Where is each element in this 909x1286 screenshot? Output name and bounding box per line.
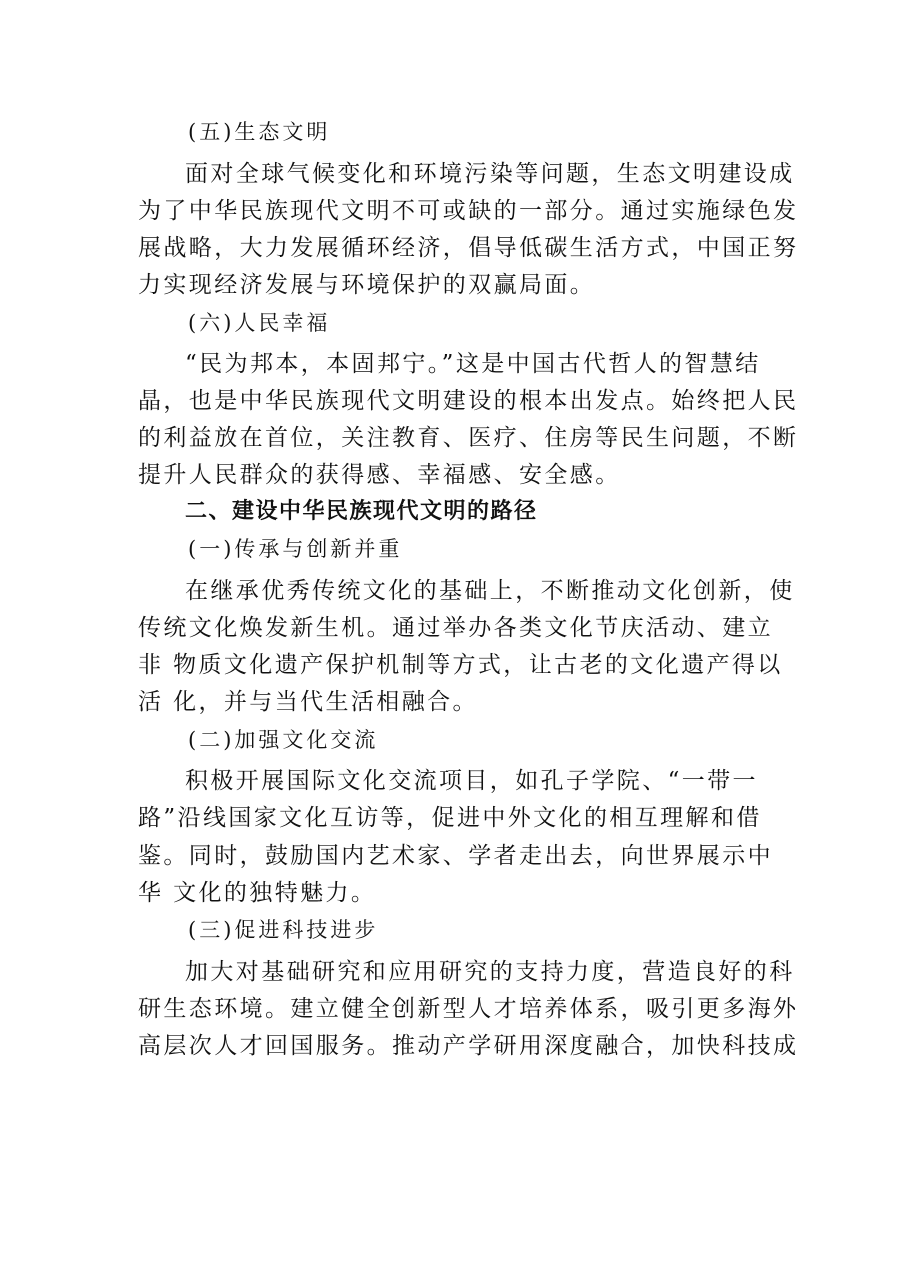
paragraph-line: 研生态环境。建立健全创新型人才培养体系，吸引更多海外 — [138, 996, 799, 1022]
subheading-people-happiness: (六)人民幸福 — [188, 311, 331, 335]
paragraph-line: 积极开展国际文化交流项目，如孔子学院、“一带一 — [185, 768, 758, 794]
subheading-tech-progress: (三)促进科技进步 — [188, 918, 379, 942]
paragraph-line: 展战略，大力发展循环经济，倡导低碳生活方式，中国正努 — [138, 235, 799, 261]
subheading-inherit-innovate: (一)传承与创新并重 — [188, 537, 403, 561]
subheading-cultural-exchange: (二)加强文化交流 — [188, 728, 379, 752]
paragraph-line: 鉴。同时，鼓励国内艺术家、学者走出去，向世界展示中 — [138, 843, 773, 869]
paragraph-line: 路”沿线国家文化互访等，促进中外文化的相互理解和借 — [138, 805, 762, 831]
chapter-heading: 二、建设中华民族现代文明的路径 — [185, 499, 538, 524]
paragraph-line: 在继承优秀传统文化的基础上，不断推动文化创新，使 — [185, 578, 795, 604]
paragraph-line: “民为邦本，本固邦宁。”这是中国古代哲人的智慧结 — [185, 351, 761, 377]
paragraph-line: 活 化，并与当代生活相融合。 — [138, 689, 478, 715]
paragraph-line: 提升人民群众的获得感、幸福感、安全感。 — [138, 462, 621, 488]
subheading-ecological-civilization: (五)生态文明 — [188, 120, 331, 144]
paragraph-line: 加大对基础研究和应用研究的支持力度，营造良好的科 — [185, 959, 795, 985]
paragraph-line: 非 物质文化遗产保护机制等方式，让古老的文化遗产得以 — [138, 652, 783, 678]
paragraph-line: 面对全球气候变化和环境污染等问题，生态文明建设成 — [185, 161, 795, 187]
paragraph-line: 晶，也是中华民族现代文明建设的根本出发点。始终把人民 — [138, 388, 799, 414]
paragraph-line: 的利益放在首位，关注教育、医疗、住房等民生问题，不断 — [138, 425, 799, 451]
paragraph-line: 传统文化焕发新生机。通过举办各类文化节庆活动、建立 — [138, 615, 773, 641]
paragraph-line: 力实现经济发展与环境保护的双赢局面。 — [138, 272, 596, 298]
paragraph-line: 为了中华民族现代文明不可或缺的一部分。通过实施绿色发 — [138, 198, 799, 224]
paragraph-line: 高层次人才回国服务。推动产学研用深度融合，加快科技成 — [138, 1033, 799, 1059]
paragraph-line: 华 文化的独特魅力。 — [138, 880, 377, 906]
